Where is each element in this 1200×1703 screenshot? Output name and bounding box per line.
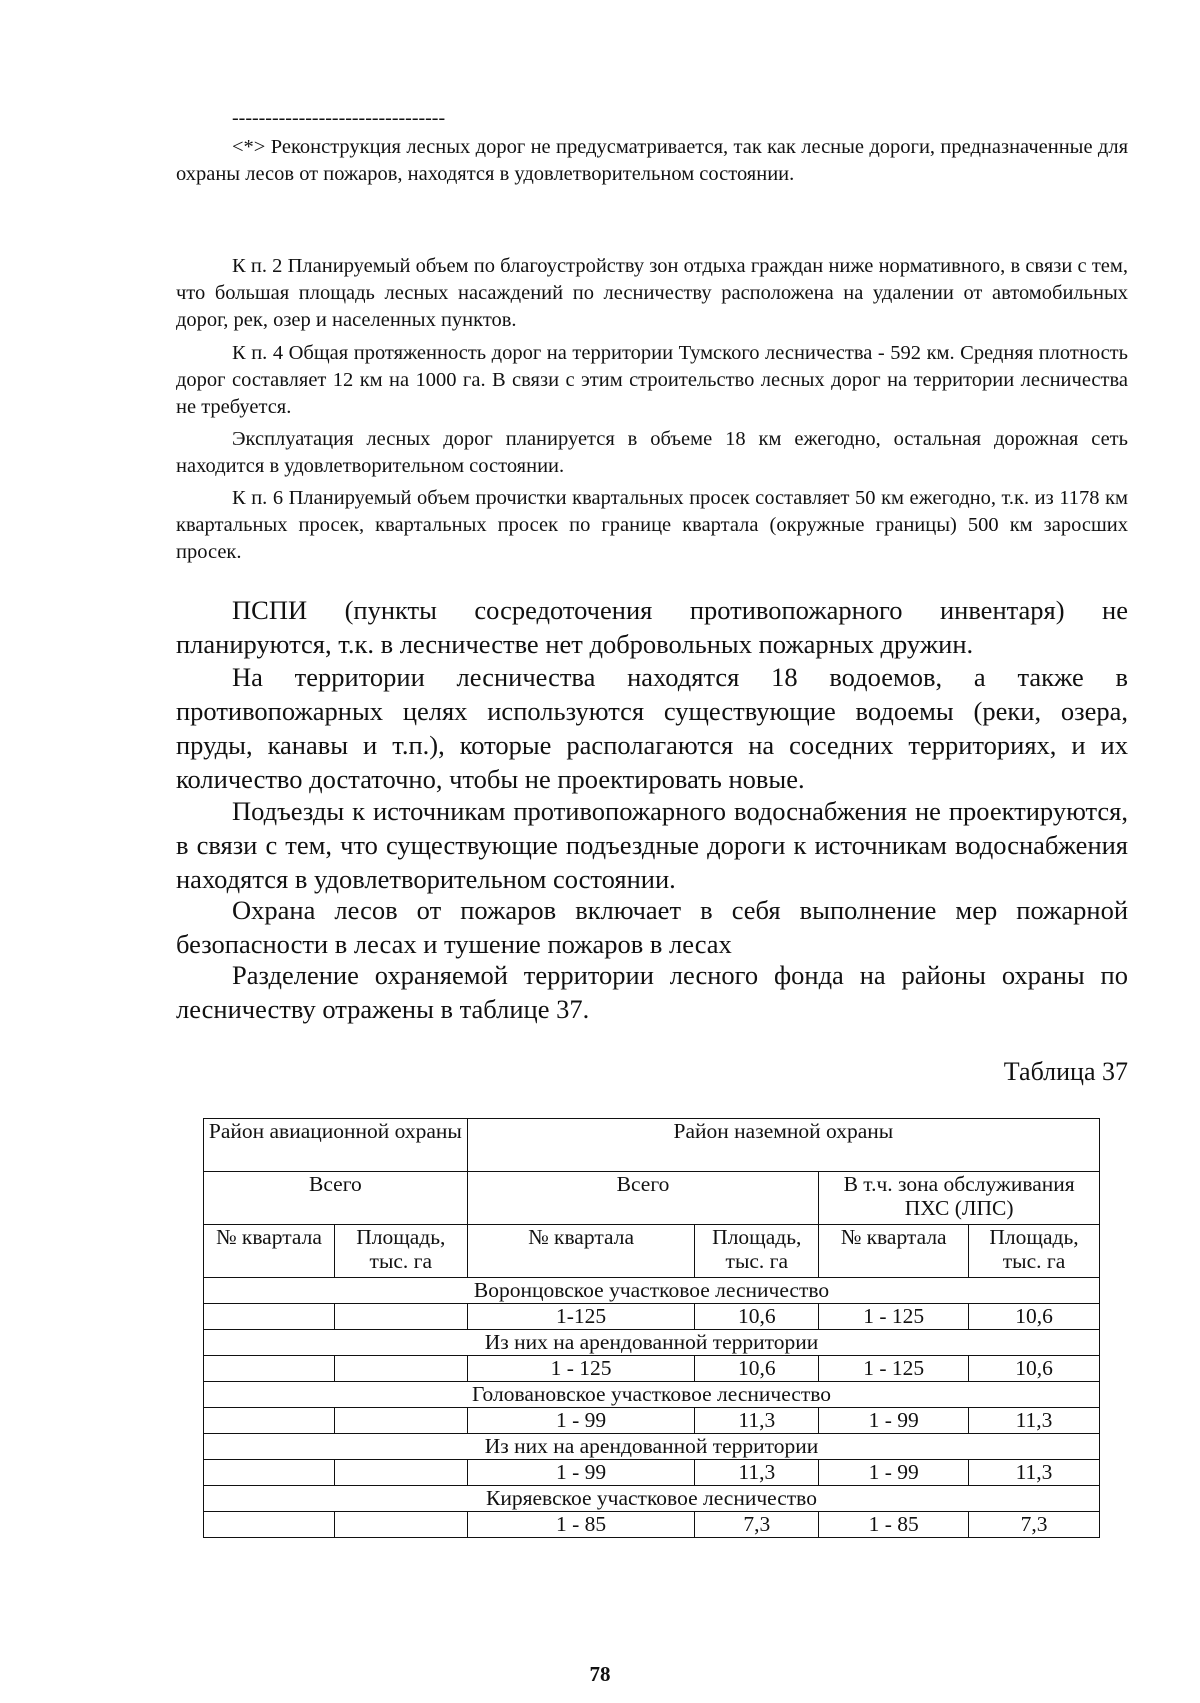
table-cell <box>334 1304 467 1330</box>
table-caption: Таблица 37 <box>1003 1057 1128 1086</box>
table-cell: 1 - 99 <box>819 1460 969 1486</box>
table-cell: 10,6 <box>969 1304 1100 1330</box>
table-cell: 10,6 <box>695 1356 819 1382</box>
table-row <box>204 1304 1100 1330</box>
section-title: Воронцовское участковое лесничество <box>204 1278 1100 1304</box>
table-section-row <box>204 1486 1100 1512</box>
table-cell <box>334 1512 467 1538</box>
table-section-row <box>204 1330 1100 1356</box>
table-section-row <box>204 1434 1100 1460</box>
table-row <box>204 1408 1100 1434</box>
table-cell: 7,3 <box>969 1512 1100 1538</box>
table-37 <box>203 1118 1100 1538</box>
header-area: Площадь, тыс. га <box>969 1225 1100 1278</box>
note-paragraph: К п. 2 Планируемый объем по благоустройству зон отдыха граждан ниже нормативного, в связи с тем, что большая площадь лесных насаждений по лесничеству расположена на удалении от автомобильных дорог, рек, озер и населенных пунктов. <box>176 255 1128 331</box>
note-paragraph: Эксплуатация лесных дорог планируется в объеме 18 км ежегодно, остальная дорожная сеть находится в удовлетворительном состоянии. <box>176 428 1128 477</box>
body-paragraph: Охрана лесов от пожаров включает в себя выполнение мер пожарной безопасности в лесах и тушение пожаров в лесах <box>176 895 1128 959</box>
table-cell: 11,3 <box>969 1460 1100 1486</box>
table-cell: 1-125 <box>467 1304 695 1330</box>
table-cell: 1 - 125 <box>819 1304 969 1330</box>
header-total-aviation: Всего <box>204 1172 468 1225</box>
body-paragraph: Подъезды к источникам противопожарного водоснабжения не проектируются, в связи с тем, что существующие подъездные дороги к источникам водоснабжения находятся в удовлетворительном состоянии. <box>176 796 1128 894</box>
table-header-row <box>204 1172 1100 1225</box>
table-cell <box>204 1356 335 1382</box>
section-title: Киряевское участковое лесничество <box>204 1486 1100 1512</box>
header-quarter-number: № квартала <box>467 1225 695 1278</box>
footnote-separator: -------------------------------- <box>232 107 446 129</box>
table-cell: 1 - 99 <box>467 1408 695 1434</box>
header-area: Площадь, тыс. га <box>695 1225 819 1278</box>
table-cell <box>334 1356 467 1382</box>
table-cell: 1 - 125 <box>467 1356 695 1382</box>
table-cell <box>204 1408 335 1434</box>
table-row <box>204 1356 1100 1382</box>
note-paragraph: К п. 4 Общая протяженность дорог на территории Тумского лесничества - 592 км. Средняя плотность дорог составляет 12 км на 1000 га. В связи с этим строительство лесных дорог на территории лесничества не требуется. <box>176 342 1128 418</box>
table-cell <box>204 1512 335 1538</box>
table-cell: 7,3 <box>695 1512 819 1538</box>
table-cell: 11,3 <box>969 1408 1100 1434</box>
body-paragraph: ПСПИ (пункты сосредоточения противопожарного инвентаря) не планируются, т.к. в лесничестве нет добровольных пожарных дружин. <box>176 595 1128 659</box>
body-paragraph: Разделение охраняемой территории лесного фонда на районы охраны по лесничеству отражены в таблице 37. <box>176 960 1128 1024</box>
table-section-row <box>204 1382 1100 1408</box>
section-title: Из них на арендованной территории <box>204 1434 1100 1460</box>
header-quarter-number: № квартала <box>204 1225 335 1278</box>
table-cell: 1 - 99 <box>467 1460 695 1486</box>
header-aviation: Район авиационной охраны <box>204 1119 468 1172</box>
table-header-row <box>204 1225 1100 1278</box>
table-cell: 10,6 <box>695 1304 819 1330</box>
section-title: Головановское участковое лесничество <box>204 1382 1100 1408</box>
header-total-ground: Всего <box>467 1172 819 1225</box>
table-row <box>204 1460 1100 1486</box>
table-cell <box>334 1460 467 1486</box>
table-cell: 10,6 <box>969 1356 1100 1382</box>
table-cell: 1 - 85 <box>467 1512 695 1538</box>
section-title: Из них на арендованной территории <box>204 1330 1100 1356</box>
header-ground: Район наземной охраны <box>467 1119 1099 1172</box>
table-cell: 11,3 <box>695 1408 819 1434</box>
header-quarter-number: № квартала <box>819 1225 969 1278</box>
table-cell: 11,3 <box>695 1460 819 1486</box>
table-cell: 1 - 99 <box>819 1408 969 1434</box>
note-paragraph: К п. 6 Планируемый объем прочистки квартальных просек составляет 50 км ежегодно, т.к. из 1178 км квартальных просек, квартальных просек по границе квартала (окружные границы) 500 км заросших просек. <box>176 487 1128 563</box>
table-cell <box>204 1460 335 1486</box>
body-paragraph: На территории лесничества находятся 18 водоемов, а также в противопожарных целях используются существующие водоемы (реки, озера, пруды, канавы и т.п.), которые располагаются на соседних территориях, и их количество достаточно, чтобы не проектировать новые. <box>176 662 1128 794</box>
table-cell: 1 - 85 <box>819 1512 969 1538</box>
table-cell <box>334 1408 467 1434</box>
table-cell: 1 - 125 <box>819 1356 969 1382</box>
footnote-text: <*> Реконструкция лесных дорог не предусматривается, так как лесные дороги, предназначенные для охраны лесов от пожаров, находятся в удовлетворительном состоянии. <box>176 136 1128 185</box>
table-cell <box>204 1304 335 1330</box>
page-number: 78 <box>589 1662 611 1686</box>
header-pxs-zone: В т.ч. зона обслуживания ПХС (ЛПС) <box>819 1172 1100 1225</box>
table-header-row <box>204 1119 1100 1172</box>
table-row <box>204 1512 1100 1538</box>
header-area: Площадь, тыс. га <box>334 1225 467 1278</box>
table-section-row <box>204 1278 1100 1304</box>
